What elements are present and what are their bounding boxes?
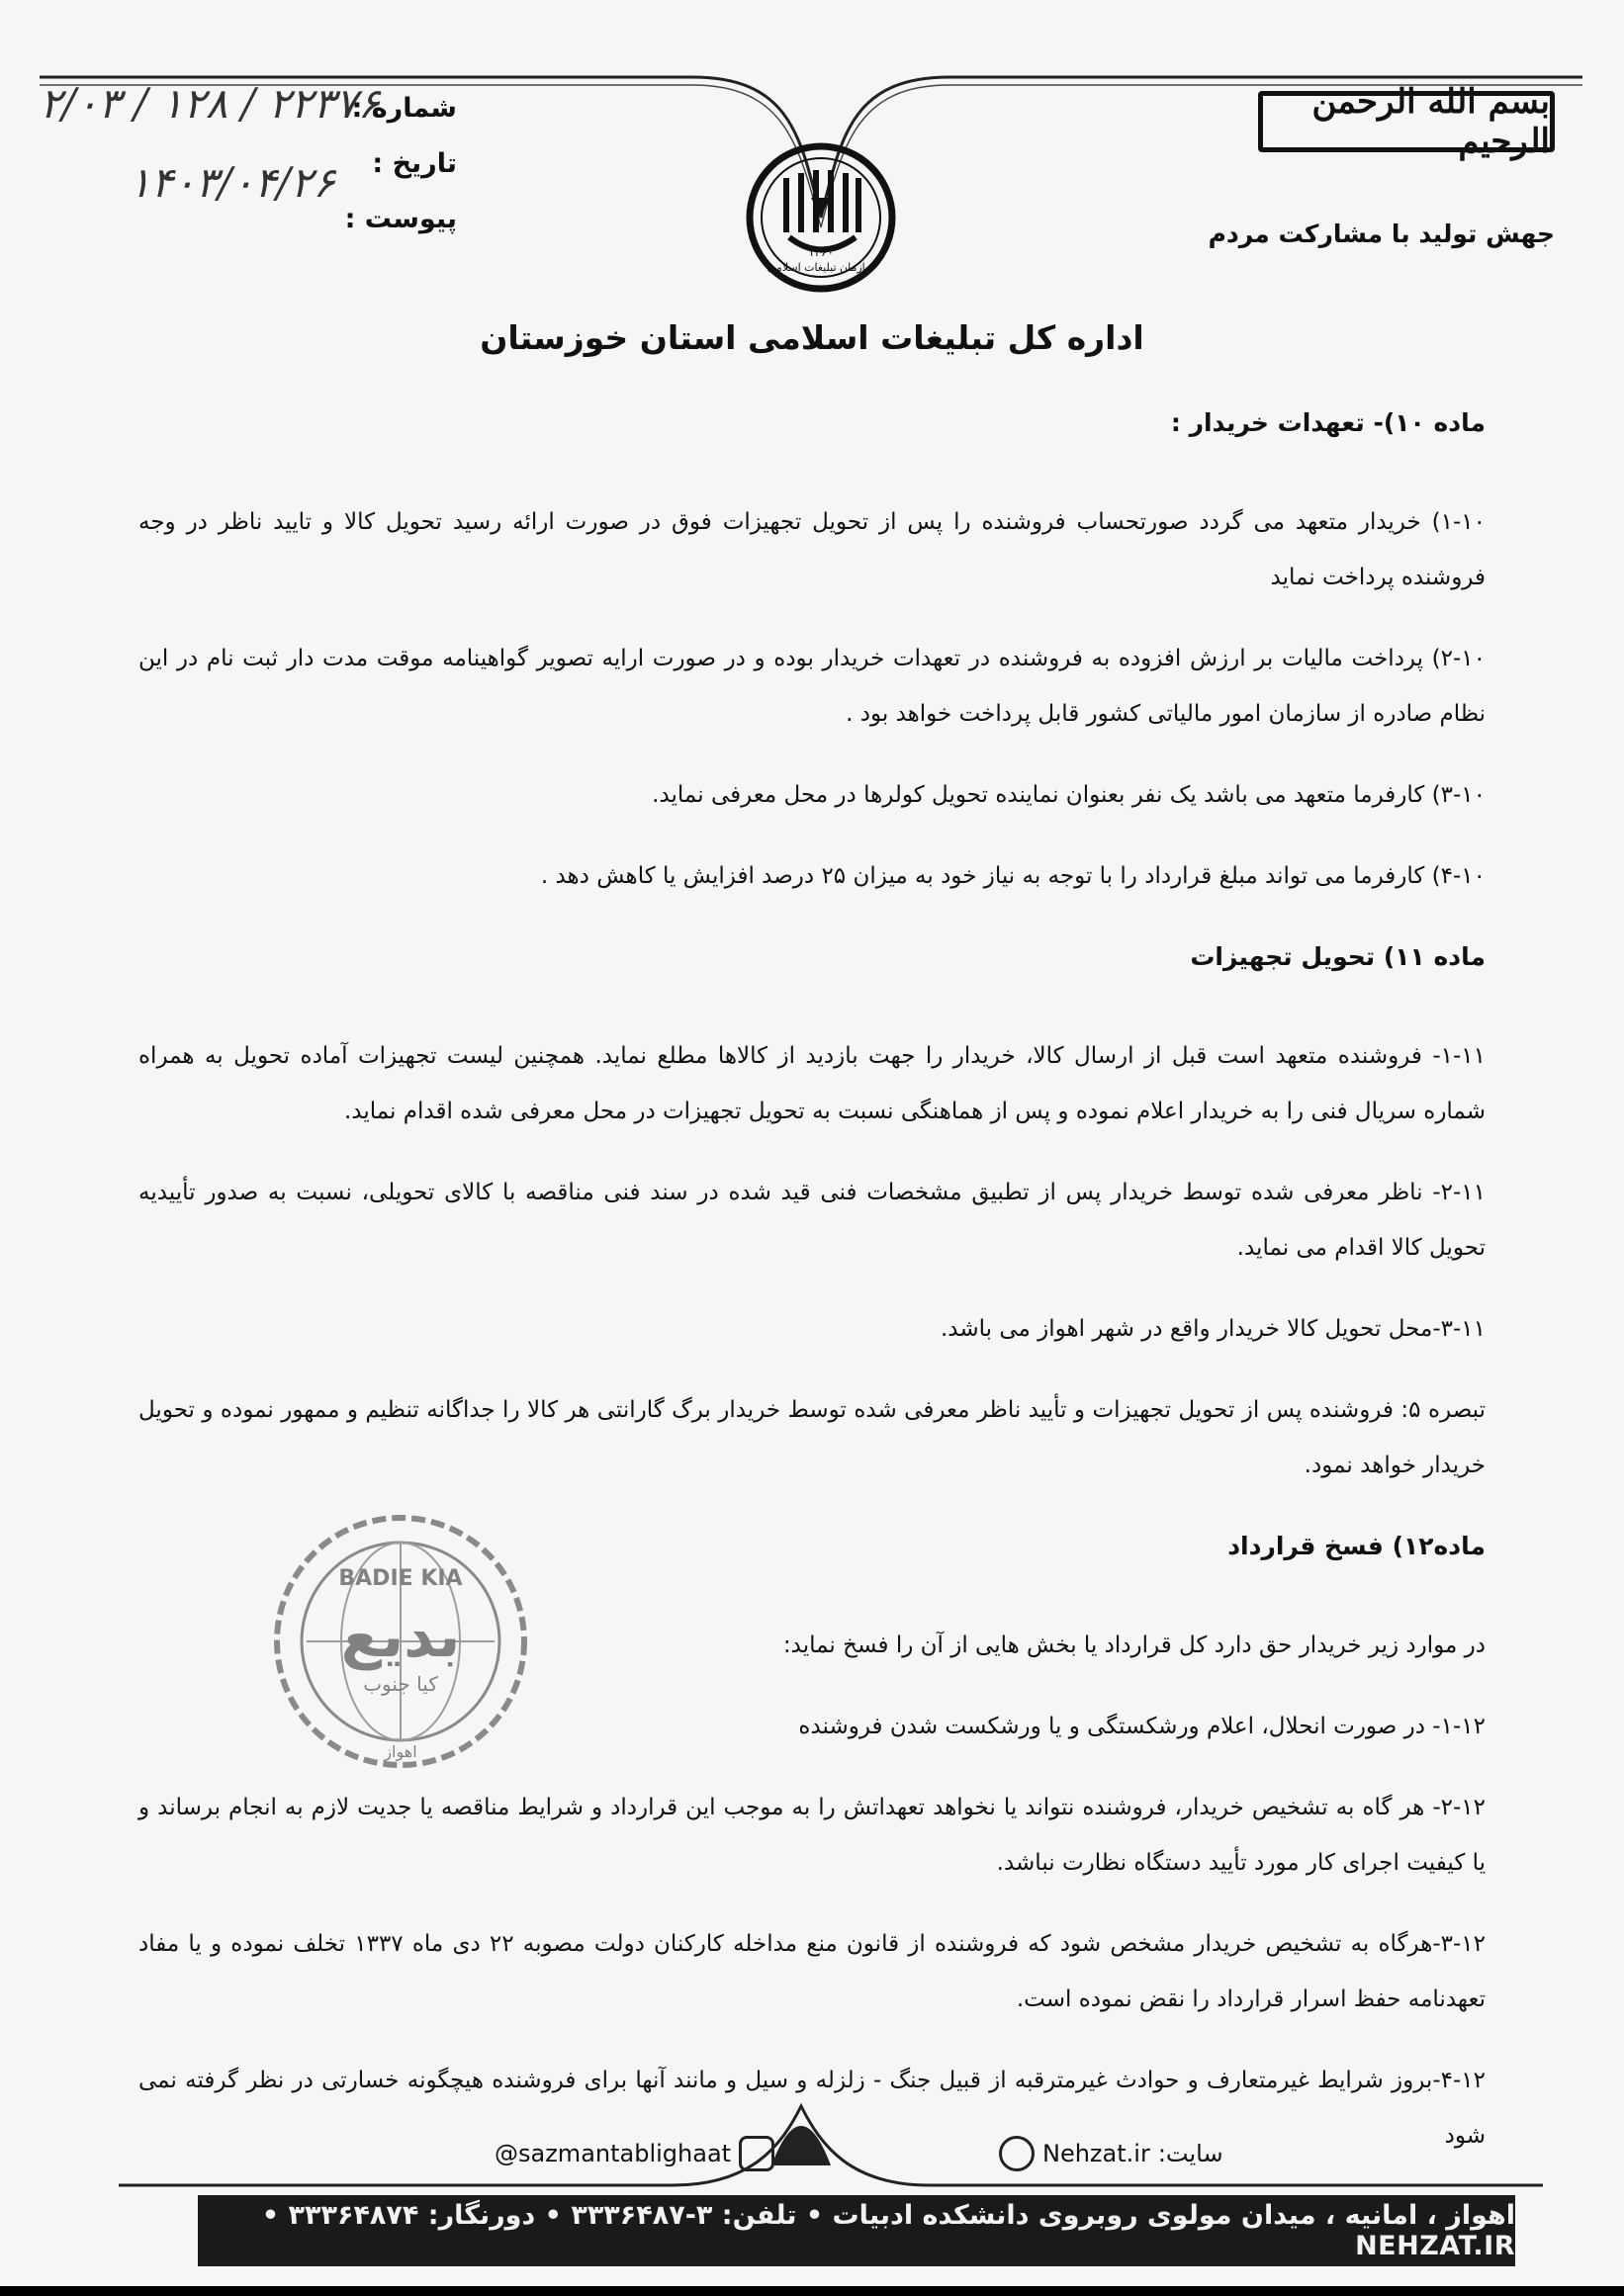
clause-11-3: ۳-۱۱-محل تحویل کالا خریدار واقع در شهر اهواز می باشد.: [940, 1316, 1486, 1342]
website-url: Nehzat.ir: [1042, 2140, 1150, 2167]
clause-11-1: ۱-۱۱- فروشنده متعهد است قبل از ارسال کالا، خریدار را جهت بازدید از کالاها مطلع نماید. همچنین لیست تجهیزات آماده تحویل به همراه شماره سریال فنی را به خریدار اعلام نموده و پس از هماهنگی نسبت به تحویل تجهیزات در محل معرفی شده اقدام نماید.: [138, 1043, 1486, 1124]
number-handwritten: ۲۲۳۷۶ / ۱۲۸ / ۲/۰۳: [40, 79, 381, 128]
organization-name: اداره کل تبلیغات اسلامی استان خوزستان: [480, 318, 1144, 357]
organization-logo: [742, 138, 900, 297]
stamp-latin-text: BADIE KIA: [338, 1566, 463, 1591]
stamp-sub-text: کیا جنوب: [363, 1672, 438, 1696]
clause-10-1: ۱-۱۰) خریدار متعهد می گردد صورتحساب فروشنده را پس از تحویل تجهیزات فوق در صورت ارائه رسید تحویل کالا و تایید ناظر در وجه فروشنده پرداخت نماید: [138, 509, 1486, 590]
attachment-label: پیوست :: [344, 204, 457, 234]
date-handwritten: ۱۴۰۳/۰۴/۲۶: [129, 158, 335, 207]
clause-12-1: ۱-۱۲- در صورت انحلال، اعلام ورشکستگی و یا ورشکست شدن فروشنده: [798, 1714, 1486, 1739]
clause-11-2: ۲-۱۱- ناظر معرفی شده توسط خریدار پس از تطبیق مشخصات فنی قید شده در سند فنی مناقصه با کالای تحویلی، نسبت به صدور تأییدیه تحویل کالا اقدام می نماید.: [138, 1180, 1486, 1261]
website-label: سایت:: [1157, 2140, 1223, 2167]
address-bar: اهواز ، امانیه ، میدان مولوی روبروی دانشکده ادبیات • تلفن: ۳-۳۳۳۶۴۸۷ • دورنگار: ۳۳۳۶۴۸۷۴ • NEHZAT.IR: [198, 2195, 1515, 2266]
slogan: جهش تولید با مشارکت مردم: [1208, 220, 1555, 248]
clause-10-2: ۲-۱۰) پرداخت مالیات بر ارزش افزوده به فروشنده در تعهدات خریدار بوده و در صورت ارایه تصویر گواهینامه موقت مدت دار ثبت نام در این نظام صادره از سازمان امور مالیاتی کشور قابل پرداخت خواهد بود .: [138, 646, 1486, 727]
section-11-heading: ماده ۱۱) تحویل تجهیزات: [1190, 942, 1486, 971]
section-10-heading: ماده ۱۰)- تعهدات خریدار :: [1170, 408, 1486, 437]
contract-body: [138, 396, 1486, 2164]
clause-10-4: ۴-۱۰) کارفرما می تواند مبلغ قرارداد را با توجه به نیاز خود به میزان ۲۵ درصد افزایش یا کاهش دهد .: [540, 863, 1486, 889]
clause-12-4: ۴-۱۲-بروز شرایط غیرمتعارف و حوادث غیرمترقبه از قبیل جنگ - زلزله و سیل و مانند آنها برای فروشنده هیچگونه خسارتی در نظر گرفته نمی شود: [138, 2068, 1486, 2149]
bismillah-calligraphy: بسم الله الرحمن الرحیم: [1258, 91, 1555, 152]
company-stamp: [267, 1508, 534, 1775]
note-5: تبصره ۵: فروشنده پس از تحویل تجهیزات و تأیید ناظر معرفی شده توسط خریدار برگ گارانتی هر کالا را جداگانه تنظیم و ممهور نموده و تحویل خریدار خواهد نمود.: [138, 1397, 1486, 1478]
logo-caption: سازمان تبلیغات اسلامی: [767, 261, 875, 274]
date-row: [372, 148, 457, 179]
instagram-handle: @sazmantablighaat: [495, 2140, 732, 2167]
logo-year: ۱۳۶۰: [808, 245, 834, 259]
section-12-heading: ماده۱۲) فسخ قرارداد: [1227, 1532, 1486, 1560]
stamp-city: اهواز: [384, 1742, 417, 1761]
clause-10-3: ۳-۱۰) کارفرما متعهد می باشد یک نفر بعنوان نماینده تحویل کولرها در محل معرفی نماید.: [652, 782, 1486, 808]
number-label: شماره :: [351, 93, 457, 124]
section-12-intro: در موارد زیر خریدار حق دارد کل قرارداد یا بخش هایی از آن را فسخ نماید:: [782, 1633, 1486, 1658]
globe-icon: [999, 2136, 1035, 2171]
website-contact: [999, 2134, 1223, 2173]
scan-edge: [0, 2286, 1624, 2296]
clause-12-3: ۳-۱۲-هرگاه به تشخیص خریدار مشخص شود که فروشنده از قانون منع مداخله کارکنان دولت مصوبه ۲۲ دی ماه ۱۳۳۷ تخلف نموده و یا مفاد تعهدنامه حفظ اسرار قرارداد را نقض نموده است.: [138, 1931, 1486, 2012]
instagram-icon: [739, 2136, 774, 2171]
stamp-persian-text: بدیع: [340, 1602, 461, 1671]
attachment-row: [345, 204, 457, 234]
instagram-contact: [495, 2134, 774, 2173]
date-label: تاریخ :: [372, 148, 457, 179]
clause-12-2: ۲-۱۲- هر گاه به تشخیص خریدار، فروشنده نتواند یا نخواهد تعهداتش را به موجب این قرارداد و شرایط مناقصه یا جدیت لازم به انجام برساند و یا کیفیت اجرای کار مورد تأیید دستگاه نظارت نباشد.: [138, 1795, 1486, 1876]
